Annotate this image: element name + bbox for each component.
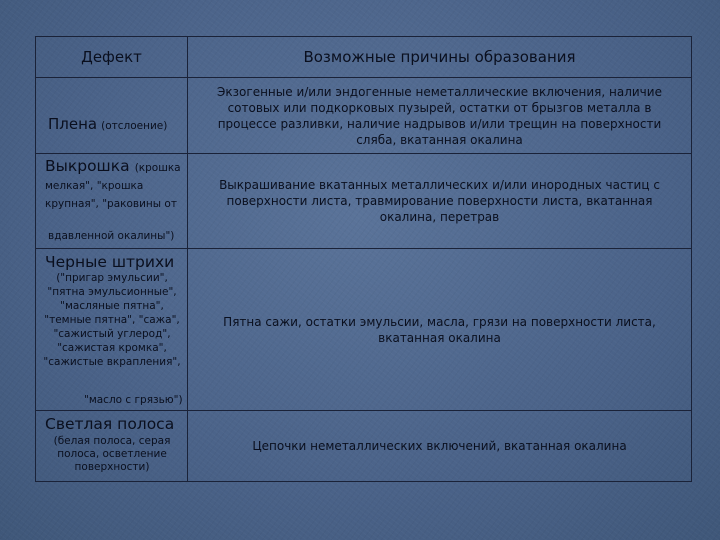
defect-name: Черные штрихи (45, 253, 175, 271)
table-row (36, 78, 692, 154)
defect-name: Светлая полоса (45, 415, 175, 433)
causes-cell: Экзогенные и/или эндогенные неметаллические включения, наличие сотовых или подкорковых пузырей, остатки от брызгов металла в процессе разливки, наличие надрывов и/или трещин на поверхности сляба, вкатанная окалина (188, 78, 692, 154)
defect-note: (крошка мелкая", "крошка крупная", "раковины от (45, 162, 181, 210)
table-row (36, 411, 692, 482)
table-header-row (36, 37, 692, 78)
defect-note-tail: "масло с грязью") (84, 394, 183, 406)
defect-note-tail: вдавленной окалины") (48, 230, 175, 242)
defect-note: ("пригар эмульсии", "пятна эмульсионные", "масляные пятна", "темные пятна", "сажа", "сажистый углерод", "сажистая кромка", "сажистые вкрапления", (43, 272, 181, 368)
header-causes: Возможные причины образования (188, 37, 692, 78)
defect-name: Плена (48, 115, 98, 133)
defect-note: (белая полоса, серая полоса, осветление поверхности) (53, 435, 171, 473)
defect-name: Выкрошка (45, 157, 130, 175)
defect-cell (36, 249, 188, 411)
causes-cell: Выкрашивание вкатанных металлических и/или инородных частиц с поверхности листа, травмирование поверхности листа, вкатанная окалина, перетрав (188, 154, 692, 249)
header-defect: Дефект (36, 37, 188, 78)
table-row (36, 154, 692, 249)
defect-note: (отслоение) (101, 120, 168, 132)
defects-table (35, 36, 692, 482)
table-row (36, 249, 692, 411)
causes-cell: Пятна сажи, остатки эмульсии, масла, грязи на поверхности листа, вкатанная окалина (188, 249, 692, 411)
defect-cell (36, 154, 188, 249)
defect-cell (36, 78, 188, 154)
defect-cell (36, 411, 188, 482)
causes-cell: Цепочки неметаллических включений, вкатанная окалина (188, 411, 692, 482)
